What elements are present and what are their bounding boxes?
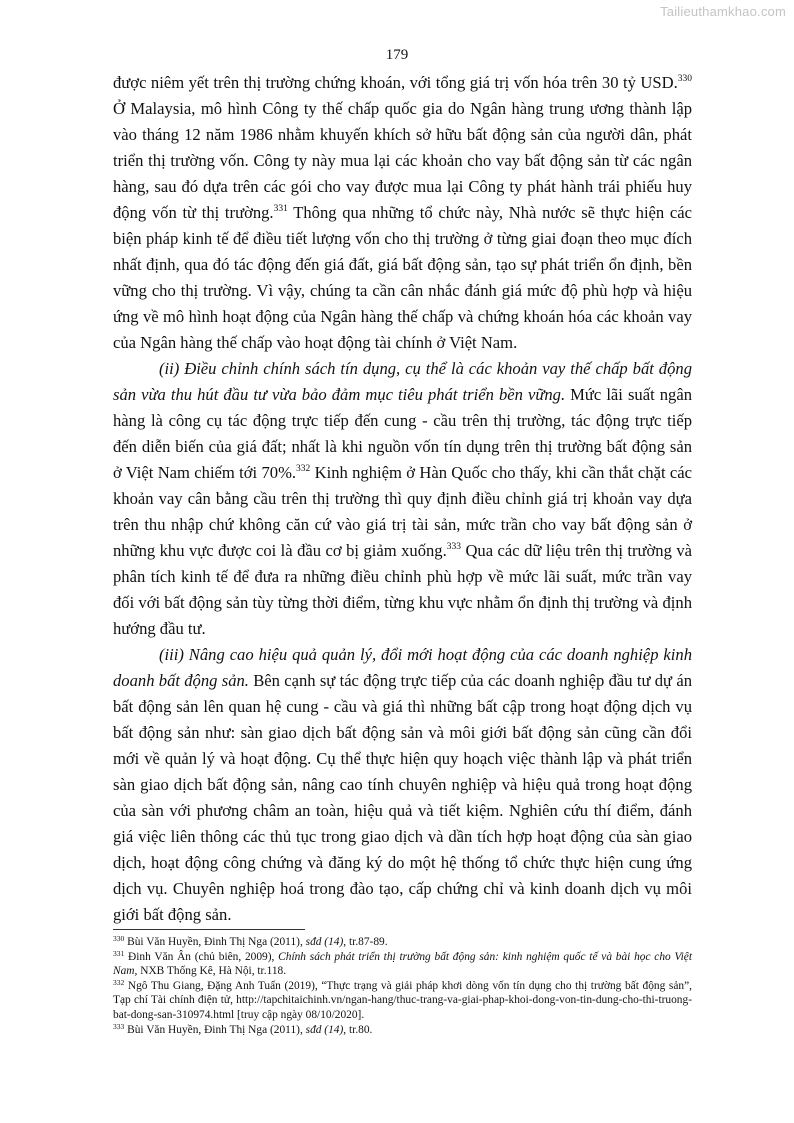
- footnote-text: Bùi Văn Huyền, Đinh Thị Nga (2011),: [124, 1023, 306, 1036]
- paragraph-1-text-b: Ở Malaysia, mô hình Công ty thế chấp quốc gia do Ngân hàng trung ương thành lập vào tháng 12 năm 1986 nhằm khuyến khích sở hữu bất động sản của người dân, phát triển thị trường vốn. Công ty này mua lại các khoản cho vay bất động sản từ các ngân hàng, sau đó dựa trên các gói cho vay được mua lại Công ty phát hành trái phiếu huy động vốn từ thị trường.: [113, 99, 692, 222]
- footnote-italic: sđd (14): [305, 936, 344, 948]
- footnote-330: [113, 935, 692, 950]
- paragraph-1-text-c: Thông qua những tổ chức này, Nhà nước sẽ thực hiện các biện pháp kinh tế để điều tiết lượng vốn cho thị trường ở từng giai đoạn theo mục đích nhất định, qua đó tác động đến giá đất, giá bất động sản, tạo sự phát triển ổn định, bền vững cho thị trường. Vì vậy, chúng ta cần cân nhắc đánh giá mức độ phù hợp và hiệu ứng về mô hình hoạt động của Ngân hàng thế chấp và chứng khoán hóa các khoản vay của Ngân hàng thế chấp vào hoạt động tài chính ở Việt Nam.: [113, 203, 692, 352]
- paragraph-1: [113, 70, 692, 356]
- paragraph-2-text-c: Qua các dữ liệu trên thị trường và phân tích kinh tế để đưa ra những điều chỉnh phù hợp về mức lãi suất, mức trần vay đối với bất động sản tùy từng thời điểm, từng khu vực nhằm ổn định thị trường và định hướng đầu tư.: [113, 541, 693, 638]
- footnote-ref-330[interactable]: 330: [677, 74, 692, 84]
- footnote-text-end: , tr.80.: [343, 1023, 373, 1036]
- paragraph-2-text-b: Kinh nghiệm ở Hàn Quốc cho thấy, khi cần thắt chặt các khoản vay cân bằng cầu trên thị trường thì quy định điều chỉnh giá trị khoản vay dựa trên thu nhập chứ không căn cứ vào giá trị tài sản, mức trần cho vay bất động sản ở những khu vực được coi là đầu cơ bị giảm xuống.: [113, 463, 692, 560]
- footnote-separator: [113, 929, 305, 930]
- footnote-text: Bùi Văn Huyền, Đinh Thị Nga (2011),: [124, 936, 306, 948]
- footnote-ref-331[interactable]: 331: [273, 204, 288, 214]
- footnotes: [113, 935, 692, 1037]
- footnote-text-end: , tr.87-89.: [343, 936, 388, 948]
- footnote-italic: Chính sách phát triển thị trường bất động sản: kinh nghiệm quốc tế và bài học cho Việt Nam,: [113, 950, 692, 978]
- watermark: Tailieuthamkhao.com: [660, 4, 786, 19]
- footnote-text-end: NXB Thống Kê, Hà Nội, tr.118.: [137, 965, 287, 978]
- paragraph-2-text-a: Mức lãi suất ngân hàng là công cụ tác động trực tiếp đến cung - cầu trên thị trường, tác động trực tiếp đến diễn biến của giá đất; nhất là khi nguồn vốn tín dụng trên thị trường bất động sản ở Việt Nam chiếm tới 70%.: [113, 385, 692, 482]
- paragraph-3-heading: (iii) Nâng cao hiệu quả quản lý, đổi mới hoạt động của các doanh nghiệp kinh doanh bất động sản.: [113, 645, 692, 690]
- paragraph-3-text: Bên cạnh sự tác động trực tiếp của các doanh nghiệp đầu tư dự án bất động sản lên quan hệ cung - cầu và giá thì những bất cập trong hoạt động dịch vụ bất động sản như: sàn giao dịch bất động sản và môi giới bất động sản cũng cần đổi mới về quản lý và hoạt động. Cụ thể thực hiện quy hoạch việc thành lập và phát triển sàn giao dịch bất động sản, nâng cao tính chuyên nghiệp và hiệu quả trong hoạt động của sàn với phương châm an toàn, hiệu quả và tiết kiệm. Nghiên cứu thí điểm, đánh giá việc liên thông các thủ tục trong giao dịch và dần tích hợp hoạt động của sàn giao dịch, hoạt động công chứng và đăng ký do một hệ thống tổ chức thực hiện cung ứng dịch vụ. Chuyên nghiệp hoá trong đào tạo, cấp chứng chỉ và kinh doanh dịch vụ môi giới bất động sản.: [113, 671, 692, 924]
- footnote-331: [113, 950, 692, 979]
- footnote-text: Đinh Văn Ân (chủ biên, 2009),: [124, 950, 279, 963]
- footnote-number: 332: [113, 977, 125, 987]
- footnote-ref-333[interactable]: 333: [446, 542, 461, 552]
- paragraph-2-heading: (ii) Điều chỉnh chính sách tín dụng, cụ thể là các khoản vay thế chấp bất động sản vừa thu hút đầu tư vừa bảo đảm mục tiêu phát triển bền vững.: [113, 359, 692, 404]
- footnote-number: 330: [113, 934, 125, 943]
- footnote-number: 331: [113, 948, 125, 958]
- paragraph-2: [113, 356, 692, 642]
- page-number: 179: [385, 47, 409, 63]
- body-text: [113, 70, 692, 928]
- footnote-italic: sđd (14): [305, 1023, 344, 1036]
- footnote-332: [113, 979, 692, 1023]
- footnote-333: [113, 1023, 692, 1038]
- footnote-number: 333: [113, 1021, 125, 1031]
- footnote-ref-332[interactable]: 332: [296, 464, 311, 474]
- footnote-text[interactable]: Ngô Thu Giang, Đặng Anh Tuấn (2019), “Thực trạng và giải pháp khơi dòng vốn tín dụng cho thị trường bất động sản”, Tạp chí Tài chính điện tử, http://tapchitaichinh.vn/ngan-hang/thuc-trang-va-giai-phap-khoi-dong-von-tin-dung-cho-thi-truong-bat-dong-san-310974.html [truy cập ngày 08/10/2020].: [113, 979, 692, 1021]
- paragraph-1-text-a: được niêm yết trên thị trường chứng khoán, với tổng giá trị vốn hóa trên 30 tỷ USD.: [113, 73, 678, 92]
- paragraph-3: [113, 642, 692, 928]
